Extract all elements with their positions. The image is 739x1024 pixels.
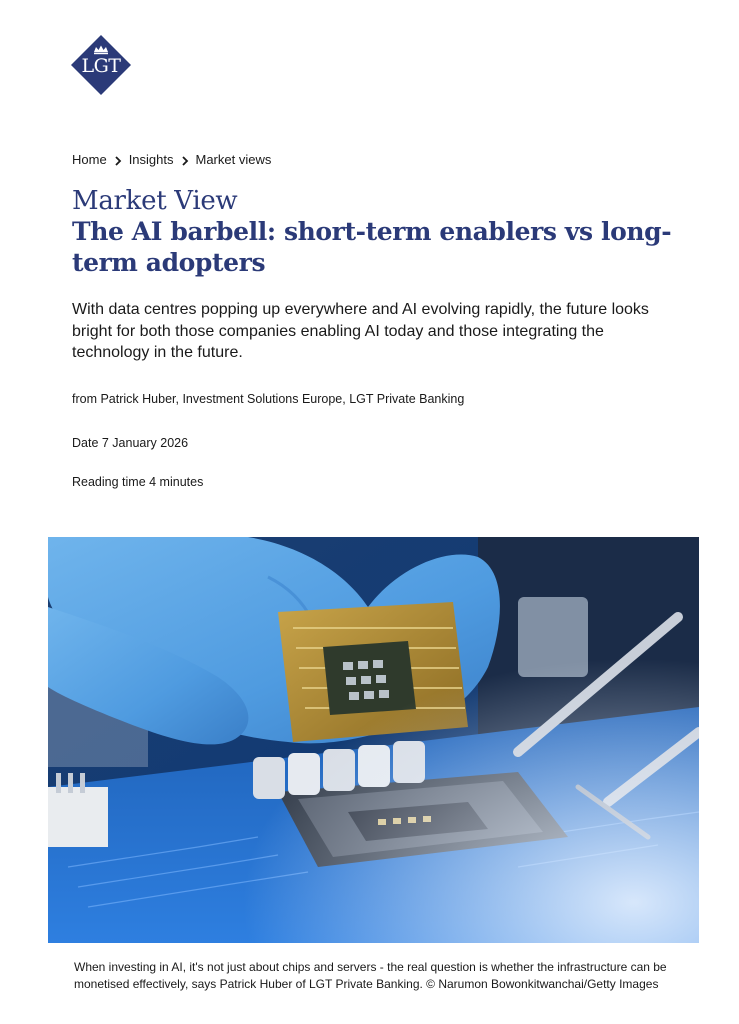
page-title: The AI barbell: short-term enablers vs long-term adopters [72,217,672,277]
breadcrumb [72,152,271,167]
hero-caption: When investing in AI, it's not just about chips and servers - the real question is whether the infrastructure can be monetised effectively, says Patrick Huber of LGT Private Banking. © Narumon Bowonkitwanchai/Getty Images [74,960,667,991]
lgt-logo[interactable] [70,34,132,96]
breadcrumb-insights[interactable]: Insights [128,152,174,167]
hero-image [48,537,699,943]
article-reading-time: Reading time 4 minutes [72,475,204,489]
article-author: from Patrick Huber, Investment Solutions Europe, LGT Private Banking [72,392,465,406]
chevron-right-icon [174,152,196,167]
logo-text: LGT [81,55,121,77]
chevron-right-icon [107,152,129,167]
cpu-chip-photo [48,537,699,943]
article-date: Date 7 January 2026 [72,436,189,450]
article-kicker: Market View [72,186,238,216]
breadcrumb-home[interactable]: Home [72,152,107,167]
article-lead: With data centres popping up everywhere and AI evolving rapidly, the future looks bright for both those companies enabling AI today and those integrating the technology in the future. [72,301,649,361]
breadcrumb-market-views[interactable]: Market views [195,152,272,167]
